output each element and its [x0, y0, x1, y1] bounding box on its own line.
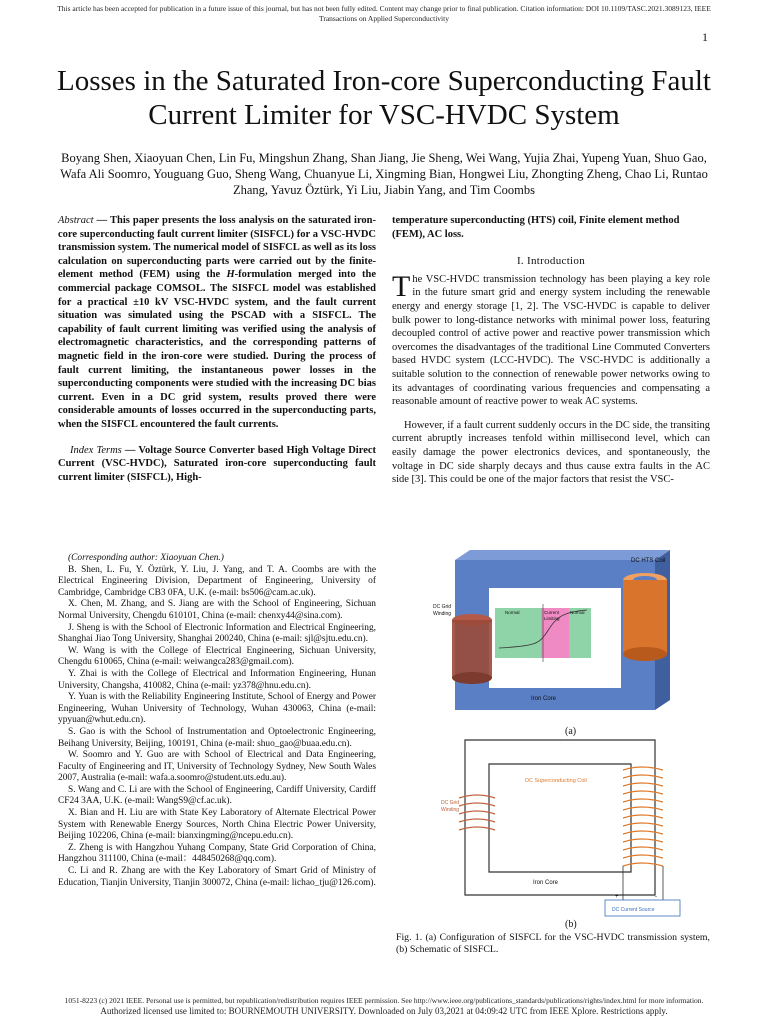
- section-heading-introduction: I. Introduction: [516, 255, 586, 268]
- coil-turn: [623, 847, 663, 850]
- label-b-dc-grid: DC Grid: [441, 800, 460, 806]
- coil-turn: [623, 863, 663, 866]
- index-terms-continued: temperature superconducting (HTS) coil, Finite element method (FEM), AC loss.: [392, 215, 680, 240]
- affiliations: [58, 553, 376, 889]
- label-minus: -: [655, 894, 657, 900]
- dc-grid-winding: [452, 620, 492, 678]
- label-winding: Winding: [433, 611, 452, 617]
- paper-title: Losses in the Saturated Iron-core Superconducting Fault Current Limiter for VSC-HVDC System: [57, 65, 711, 131]
- journal-notice-line2: Transactions on Applied Superconductivity: [319, 14, 449, 23]
- winding-turn: [459, 795, 495, 798]
- abstract-dash: —: [93, 215, 110, 226]
- label-dc-superconducting-coil: DC Superconducting Coil: [525, 778, 587, 784]
- index-terms-text-left: Voltage Source Converter based High Voltage Direct Current (VSC-HVDC), Saturated iron-core superconducting fault current limiter (SISFCL), High-: [58, 444, 377, 483]
- winding-turn: [459, 811, 495, 814]
- affiliation-item: S. Wang and C. Li are with the School of Engineering, Cardiff University, Cardiff CF24 3AA, U.K. (e-mail: WangS9@cf.ac.uk).: [58, 784, 376, 807]
- label-limiting: Limiting: [544, 616, 560, 621]
- coil-turn: [623, 767, 663, 770]
- coil-turn: [623, 791, 663, 794]
- label-normal-right: Normal: [570, 610, 585, 615]
- coil-turn: [623, 799, 663, 802]
- label-dc-hts-coil: DC HTS Coil: [631, 558, 666, 564]
- intro-paragraph-1: [392, 269, 710, 409]
- affiliation-item: W. Wang is with the College of Electrical Engineering, Sichuan University, Chengdu 610065, China (e-mail: weiwangca283@gmail.com).: [58, 645, 376, 668]
- coil-turn: [623, 855, 663, 858]
- label-b-iron-core: Iron Core: [533, 880, 559, 886]
- corresponding-author: (Corresponding author: Xiaoyuan Chen.): [68, 553, 224, 563]
- index-terms: [58, 444, 376, 485]
- coil-turn: [623, 823, 663, 826]
- affiliation-item: X. Bian and H. Liu are with State Key Laboratory of Alternate Electrical Power System with Renewable Energy Sources, North China Electric Power University, Beijing 102206, China (e-mail: bianxingming@ncepu.edu.cn).: [58, 808, 376, 842]
- download-notice: Authorized licensed use limited to: BOURNEMOUTH UNIVERSITY. Downloaded on July 03,2021 at 04:09:42 UTC from IEEE Xplore. Restrictions apply.: [100, 1006, 668, 1016]
- figure-b-label: (b): [565, 919, 577, 930]
- left-column: [58, 214, 376, 484]
- affiliation-item: Y. Yuan is with the Reliability Engineering Institute, School of Energy and Power Engineering, Wuhan University of Technology, Wuhan 430063, China (e-mail: ypyuan@whut.edu.cn).: [58, 692, 376, 726]
- normal-region-right: [569, 608, 591, 658]
- coil-turn: [623, 775, 663, 778]
- winding-turn: [459, 819, 495, 822]
- coil-turn: [623, 783, 663, 786]
- affiliation-item: W. Soomro and Y. Guo are with School of Electrical and Data Engineering, Faculty of Engineering and IT, University of Technology Sydney, New South Wales 2007, Australia (e-mail: wafa.a.soomro@student.uts.edu.au).: [58, 750, 376, 784]
- figure-a-sisfcl-configuration: [433, 540, 685, 720]
- affiliation-item: Y. Zhai is with the College of Electrical and Information Engineering, Hunan University, Changsha, 410082, China (e-mail: yz378@hnu.edu.cn).: [58, 668, 376, 691]
- label-b-winding: Winding: [441, 807, 460, 813]
- figure-b-sisfcl-schematic: [441, 740, 685, 920]
- affiliation-item: S. Gao is with the School of Instrumentation and Optoelectronic Engineering, Beihang University, Beijing, 100191, China (e-mail: shuo_gao@buaa.edu.cn).: [58, 726, 376, 749]
- author-list: Boyang Shen, Xiaoyuan Chen, Lin Fu, Mingshun Zhang, Shan Jiang, Jie Sheng, Wei Wang, Yujia Zhai, Yupeng Yuan, Shuo Gao, Wafa Ali Soomro, Youguang Guo, Sheng Wang, Chuanyue Li, Xingming Bian, Hongwei Liu, Zhongting Zheng, Chao Li, Runtao Zhang, Yavuz Öztürk, Yi Liu, Jiabin Yang, and Tim Coombs: [60, 151, 708, 197]
- winding-turn: [459, 827, 495, 830]
- drop-cap: T: [392, 269, 411, 303]
- label-normal-left: Normal: [505, 610, 520, 615]
- normal-region-left: [495, 608, 541, 658]
- abstract-h-symbol: H: [226, 269, 235, 281]
- abstract-text-2: -formulation merged into the commercial package COMSOL. The SISFCL model was established for a practical ±10 kV VSC-HVDC system, and the fault current situation was simulated using the PSCAD with a SISFCL. The capability of fault current limiting was verified using the analysis of electromagnetic characteristics, and the corresponding patterns of magnetic field in the iron-core were studied. During the process of fault current limiting, the instantaneous power losses in the superconducting components were studied with the increasing DC bias current. Even in a DC grid system, results proved there were considerable amounts of losses occurred in the superconducting parts, when the SISFCL encountered the fault currents.: [58, 269, 376, 430]
- affiliation-item: X. Chen, M. Zhang, and S. Jiang are with the School of Engineering, Sichuan Normal University, Chengdu 610101, China (e-mail: chenxy44@sina.com).: [58, 599, 376, 621]
- affiliation-item: Z. Zheng is with Hangzhou Yuhang Company, State Grid Corporation of China, Hangzhou 311100, China (e-mail：448450268@qq.com).: [58, 842, 376, 865]
- hts-coil-bottom: [623, 647, 667, 661]
- affiliation-item: B. Shen, L. Fu, Y. Öztürk, Y. Liu, J. Yang, and T. A. Coombs are with the Electrical Engineering Division, Department of Engineering, University of Cambridge, Cambridge CB3 0FA, U.K. (e-mail: bs506@cam.ac.uk).: [58, 564, 376, 598]
- affiliation-item: C. Li and R. Zhang are with the Key Laboratory of Smart Grid of Ministry of Education, Tianjin University, Tianjin 300072, China (e-mail: lichao_tju@126.com).: [58, 866, 376, 888]
- intro-paragraph-2: However, if a fault current suddenly occurs in the DC side, the transiting current abruptly increases tenfold within millisecond level, which can easily damage the power electronics devices, and spontaneously, the voltage in DC side sharply decays and thus cause extra faults in the AC side [3]. This could be one of the major factors that resist the VSC-: [392, 419, 710, 486]
- label-current: Current: [544, 610, 560, 615]
- intro-paragraph-1-text: he VSC-HVDC transmission technology has been playing a key role in the future smart grid and energy system including the renewable energy and energy storage [1, 2]. The VSC-HVDC is capable to deliver bulk power to long-distance networks with minimal power loss, featuring decoupled control of active power and reactive power transmission which overcomes the disadvantages of the traditional Line Commuted Converters based HVDC system (LCC-HVDC). The VSC-HVDC is additionally a suitable solution to the connection of renewable power networks owing to its advantages of coordinating various frequencies and compensating a reasonable amount of reactive power to weak AC systems.: [392, 273, 710, 408]
- affiliation-item: J. Sheng is with the School of Electronic Information and Electrical Engineering, Shanghai Jiao Tong University, Shanghai 200240, China (e-mail: sjl@sjtu.edu.cn).: [58, 622, 376, 645]
- label-dc-current-source: DC Current Source: [612, 907, 655, 913]
- abstract-text-1: This paper presents the loss analysis on the saturated iron-core superconducting fault current limiter (SISFCL) for a VSC-HVDC transmission system. The numerical model of SISFCL as well as its loss calculation on superconducting parts were carried out by the finite-element method (FEM) using the: [58, 215, 377, 281]
- right-column: [392, 214, 710, 487]
- grid-winding-bottom: [452, 672, 492, 684]
- coil-turn: [623, 807, 663, 810]
- abstract-label: Abstract: [58, 215, 94, 226]
- index-terms-label: Index Terms: [70, 444, 122, 456]
- coil-turn: [623, 815, 663, 818]
- coil-turn: [623, 839, 663, 842]
- abstract: [58, 214, 376, 432]
- label-iron-core: Iron Core: [531, 696, 557, 702]
- journal-notice-line1: This article has been accepted for publication in a future issue of this journal, but has not been fully edited. Content may change prior to final publication. Citation information: DOI 10.1109/TASC.2021.3089123, IEEE: [57, 4, 711, 13]
- copyright-footer: 1051-8223 (c) 2021 IEEE. Personal use is permitted, but republication/redistribution requires IEEE permission. See http://www.ieee.org/publications_standards/publications/rights/index.html for more information.: [64, 996, 704, 1005]
- label-plus: +: [615, 894, 619, 900]
- journal-notice: [20, 4, 748, 24]
- figure-caption: Fig. 1. (a) Configuration of SISFCL for the VSC-HVDC transmission system, (b) Schematic of SISFCL.: [396, 932, 710, 955]
- index-terms-dash: —: [121, 444, 139, 456]
- grid-winding-turns: [459, 795, 495, 830]
- sc-coil-turns: [623, 767, 663, 866]
- figure-a-label: (a): [565, 726, 577, 737]
- page-number: 1: [702, 30, 708, 44]
- coil-turn: [623, 831, 663, 834]
- winding-turn: [459, 803, 495, 806]
- dc-hts-coil: [623, 580, 667, 654]
- label-dc-grid: DC Grid: [433, 604, 452, 610]
